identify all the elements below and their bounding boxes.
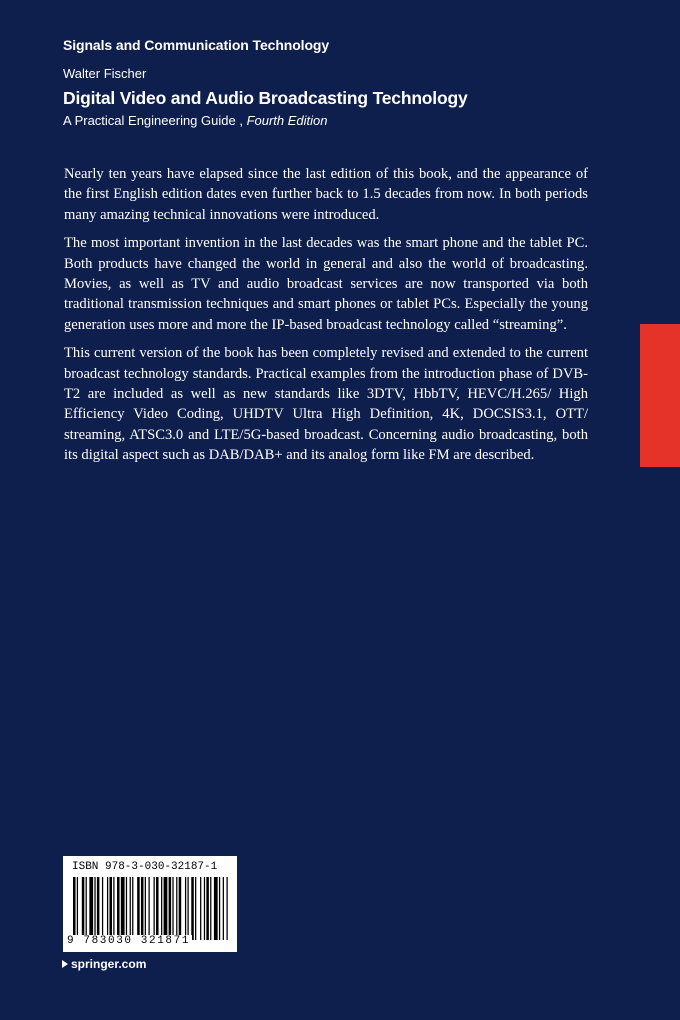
back-cover-blurb bbox=[64, 164, 588, 474]
barcode-bar bbox=[214, 877, 218, 940]
barcode-bar bbox=[206, 877, 209, 940]
barcode-bar bbox=[185, 877, 186, 940]
author-name: Walter Fischer bbox=[63, 66, 147, 81]
edition-label: Fourth Edition bbox=[246, 113, 328, 128]
barcode-bar bbox=[102, 877, 103, 940]
barcode-bar bbox=[154, 877, 155, 940]
barcode-bar bbox=[179, 877, 182, 940]
barcode-bar bbox=[195, 877, 196, 940]
barcode-bar bbox=[172, 877, 173, 940]
isbn-barcode bbox=[63, 856, 237, 952]
barcode-bar bbox=[107, 877, 108, 940]
subtitle-text: A Practical Engineering Guide , bbox=[63, 113, 243, 128]
red-accent-tab bbox=[640, 324, 680, 467]
barcode-bars bbox=[73, 877, 229, 940]
publisher-url: springer.com bbox=[71, 957, 147, 971]
book-title: Digital Video and Audio Broadcasting Technology bbox=[63, 88, 468, 108]
ean-digits: 9 783030 321871 bbox=[67, 935, 191, 947]
barcode-bar bbox=[191, 877, 194, 940]
barcode-bar bbox=[210, 877, 211, 940]
barcode-bar bbox=[121, 877, 125, 940]
barcode-bar bbox=[204, 877, 205, 940]
blurb-paragraph-1: Nearly ten years have elapsed since the last edition of this book, and the appearance of the first English edition dates even further back to 1.5 decades from now. In both periods many amazing technical innovations were introduced. bbox=[64, 166, 588, 223]
barcode-bar bbox=[156, 877, 159, 940]
barcode-bar bbox=[161, 877, 162, 940]
series-title: Signals and Communication Technology bbox=[63, 37, 330, 53]
barcode-bar bbox=[132, 877, 133, 940]
barcode-bar bbox=[200, 877, 201, 940]
barcode-bar bbox=[117, 877, 120, 940]
barcode-bar bbox=[94, 877, 95, 940]
barcode-bar bbox=[126, 877, 127, 940]
barcode-bar bbox=[141, 877, 144, 940]
barcode-bar bbox=[113, 877, 114, 940]
barcode-bar bbox=[82, 877, 85, 940]
barcode-bar bbox=[130, 877, 131, 940]
barcode-bar bbox=[109, 877, 112, 940]
barcode-bar bbox=[137, 877, 140, 940]
isbn-label: ISBN 978-3-030-32187-1 bbox=[72, 861, 218, 873]
barcode-bar bbox=[77, 877, 78, 940]
blurb-paragraph-2: The most important invention in the last decades was the smart phone and the tablet PC. Both products have changed the world in general and also the world of broadcasting. Movies, as well as TV and audio broadcast services are now transported via both traditional transmission techniques and smart phones or tablet PCs. Especially the young generation uses more and more the IP-based broadcast technology called “streaming”. bbox=[64, 235, 588, 333]
barcode-bar bbox=[187, 877, 188, 940]
barcode-bar bbox=[176, 877, 177, 940]
barcode-bar bbox=[148, 877, 149, 940]
barcode-bar bbox=[89, 877, 93, 940]
barcode-bar bbox=[73, 877, 76, 940]
barcode-bar bbox=[223, 877, 224, 940]
blurb-paragraph-3: This current version of the book has been completely revised and extended to the current broadcast technology standards. Practical examples from the introduction phase of DVB-T2 are included as well as new standards like 3DTV, HbbTV, HEVC/H.265/ High Efficiency Video Coding, UHDTV Ultra High Definition, 4K, DOCSIS3.1, OTT/ streaming, ATSC3.0 and LTE/5G-based broadcast. Concerning audio broadcasting, both its digital aspect such as DAB/DAB+ and its analog form like FM are described. bbox=[64, 345, 588, 464]
barcode-bar bbox=[219, 877, 220, 940]
barcode-bar bbox=[86, 877, 87, 940]
publisher-link[interactable] bbox=[62, 957, 146, 971]
barcode-bar bbox=[97, 877, 100, 940]
barcode-bar bbox=[169, 877, 172, 940]
barcode-bar bbox=[226, 877, 227, 940]
barcode-bar bbox=[164, 877, 168, 940]
barcode-bar bbox=[145, 877, 146, 940]
book-subtitle bbox=[63, 113, 328, 128]
arrow-right-icon bbox=[62, 960, 68, 968]
